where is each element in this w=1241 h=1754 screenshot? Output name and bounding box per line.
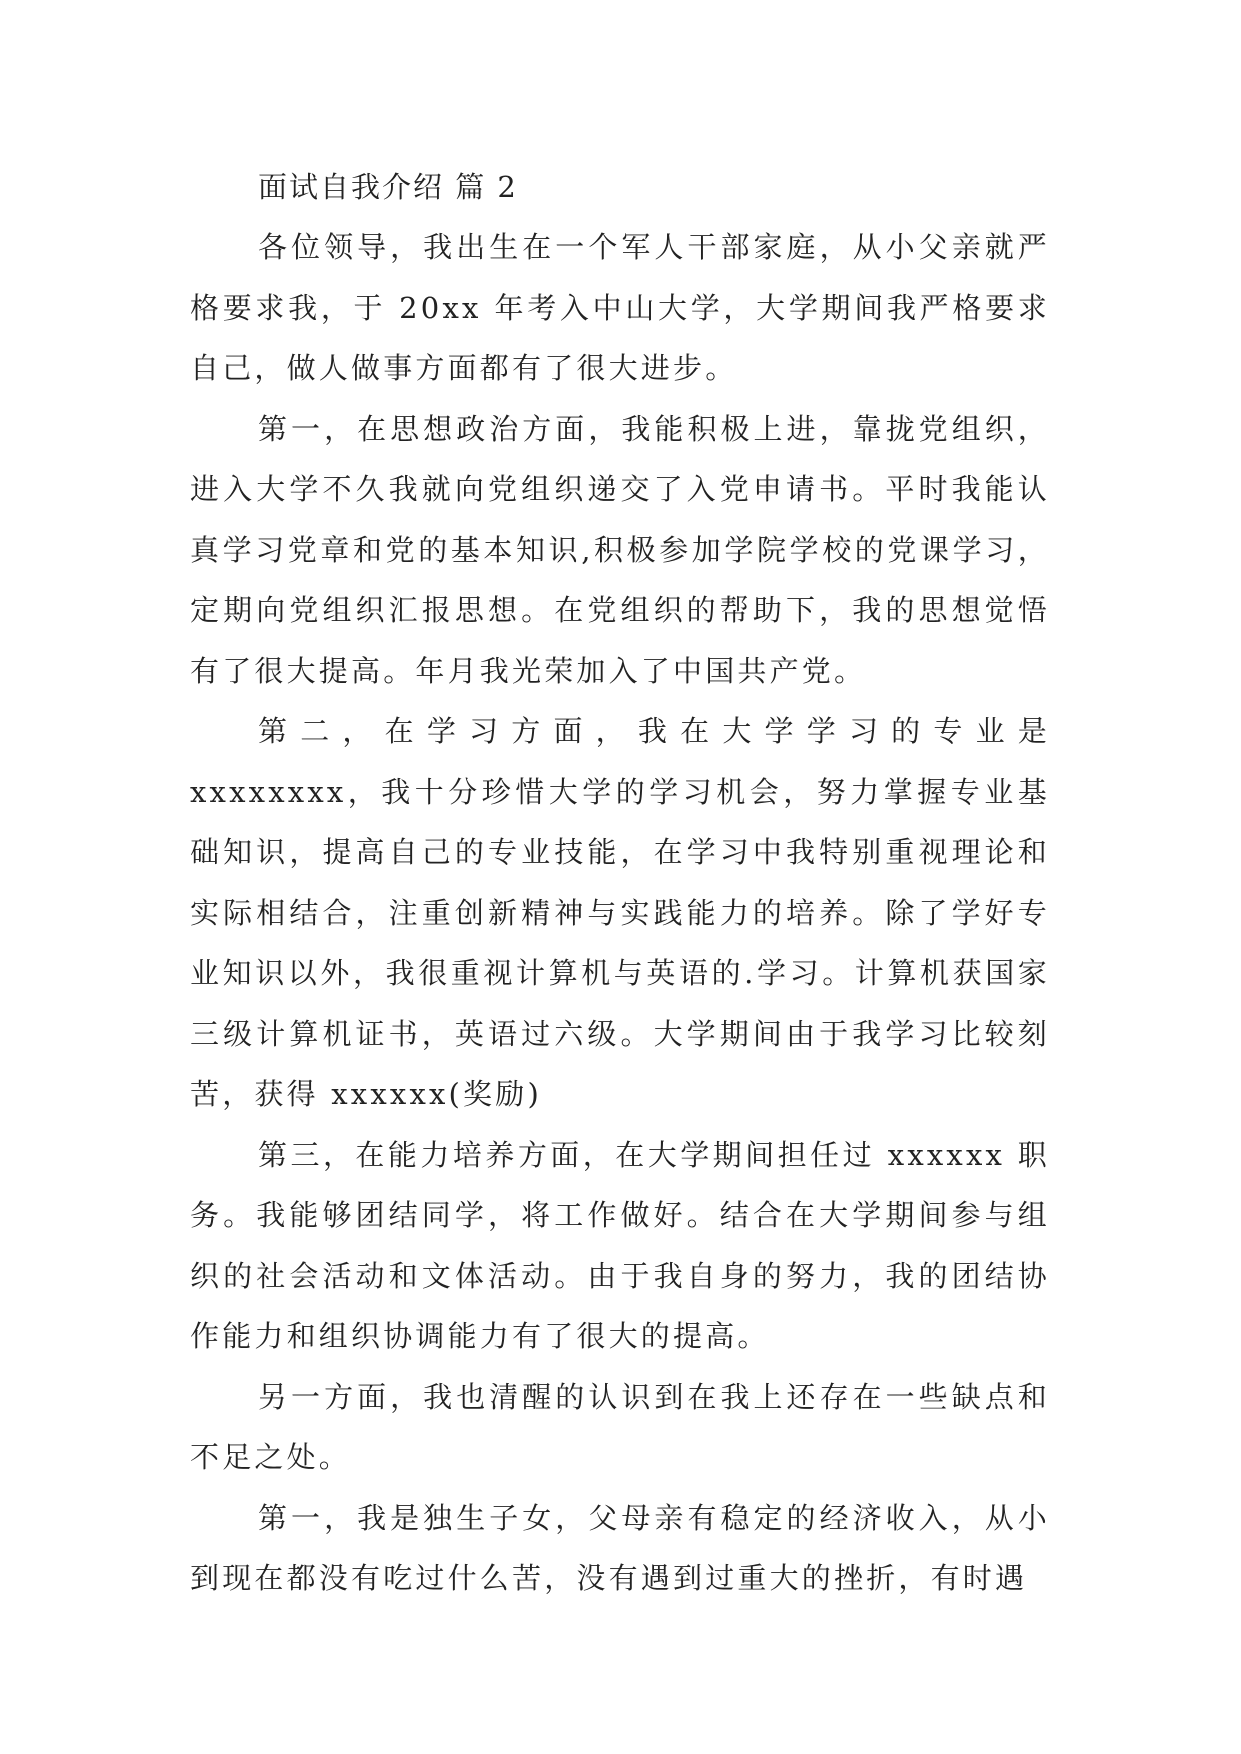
- paragraph-shortcoming-first: 第一，我是独生子女，父母亲有稳定的经济收入，从小到现在都没有吃过什么苦，没有遇到过重大的挫折，有时遇: [190, 1500, 1050, 1595]
- document-body: [190, 157, 1050, 1609]
- section-heading: 面试自我介绍 篇 2: [258, 170, 518, 204]
- paragraph-study: 第二，在学习方面，我在大学学习的专业是 xxxxxxxx，我十分珍惜大学的学习机会，努力掌握专业基础知识，提高自己的专业技能，在学习中我特别重视理论和实际相结合，注重创新精神与实践能力的培养。除了学好专业知识以外，我很重视计算机与英语的.学习。计算机获国家三级计算机证书，英语过六级。大学期间由于我学习比较刻苦，获得 xxxxxx(奖励): [190, 714, 1050, 1111]
- paragraph-political: 第一，在思想政治方面，我能积极上进，靠拢党组织，进入大学不久我就向党组织递交了入党申请书。平时我能认真学习党章和党的基本知识,积极参加学院学校的党课学习，定期向党组织汇报思想。在党组织的帮助下，我的思想觉悟有了很大提高。年月我光荣加入了中国共产党。: [190, 411, 1050, 688]
- paragraph-shortcomings-intro: 另一方面，我也清醒的认识到在我上还存在一些缺点和不足之处。: [190, 1379, 1050, 1474]
- paragraph-ability: 第三，在能力培养方面，在大学期间担任过 xxxxxx 职务。我能够团结同学，将工作做好。结合在大学期间参与组织的社会活动和文体活动。由于我自身的努力，我的团结协作能力和组织协调能力有了很大的提高。: [190, 1137, 1050, 1353]
- paragraph-intro: 各位领导，我出生在一个军人干部家庭，从小父亲就严格要求我，于 20xx 年考入中山大学，大学期间我严格要求自己，做人做事方面都有了很大进步。: [190, 230, 1050, 385]
